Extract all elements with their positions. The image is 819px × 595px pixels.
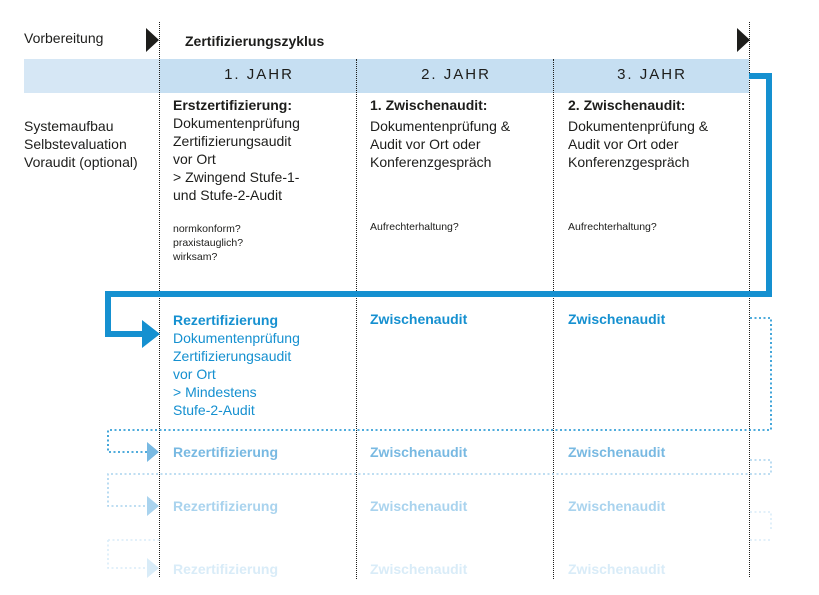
cell-line: Dokumentenprüfung & (370, 118, 511, 134)
recertification-cycle4: Rezertifizierung (173, 498, 279, 514)
cell-line: und Stufe-2-Audit (173, 187, 282, 203)
interim-audit-2-note: Aufrechterhaltung? (568, 221, 657, 233)
interim-audit-2-title: 2. Zwischenaudit: (568, 97, 686, 113)
cell-line: Zertifizierungsaudit (173, 348, 292, 364)
cell-line: Konferenzgespräch (370, 154, 492, 170)
interim-audit-cycle3-year2: Zwischenaudit (370, 444, 468, 460)
cell-line: Konferenzgespräch (568, 154, 690, 170)
interim-audit-cycle4-year3: Zwischenaudit (568, 498, 666, 514)
cell-line: > Mindestens (173, 384, 257, 400)
recertification-cycle5: Rezertifizierung (173, 561, 279, 577)
recertification-title: Rezertifizierung (173, 312, 279, 328)
interim-audit-cycle4-year2: Zwischenaudit (370, 498, 468, 514)
cell-line: > Zwingend Stufe-1- (173, 169, 300, 185)
note-line: normkonform? (173, 223, 241, 235)
loop-arrow-icon-2 (147, 442, 159, 462)
loop-arrow-icon-4 (147, 558, 159, 578)
cell-line: Audit vor Ort oder (370, 136, 481, 152)
year-3-header: 3. JAHR (617, 66, 687, 83)
cell-line: Dokumentenprüfung (173, 330, 300, 346)
cell-line: vor Ort (173, 366, 216, 382)
cell-line: Dokumentenprüfung (173, 115, 300, 131)
note-line: wirksam? (173, 251, 218, 263)
interim-audit-cycle2-year2: Zwischenaudit (370, 311, 468, 327)
loop-line-solid (108, 76, 769, 334)
prep-item: Voraudit (optional) (24, 154, 138, 170)
cell-line: Dokumentenprüfung & (568, 118, 709, 134)
prep-label: Vorbereitung (24, 30, 104, 46)
prep-item: Selbstevaluation (24, 136, 127, 152)
recertification-cell (173, 311, 300, 419)
recertification-cycle3: Rezertifizierung (173, 444, 279, 460)
loop-arrow-icon-3 (147, 496, 159, 516)
loop-arrow-icon (142, 320, 160, 348)
cycle-label: Zertifizierungszyklus (185, 33, 325, 49)
interim-audit-cycle3-year3: Zwischenaudit (568, 444, 666, 460)
interim-audit-cycle2-year3: Zwischenaudit (568, 311, 666, 327)
initial-certification-title: Erstzertifizierung: (173, 97, 293, 113)
note-line: praxistauglich? (173, 237, 244, 249)
interim-audit-1-title: 1. Zwischenaudit: (370, 97, 488, 113)
year-1-header: 1. JAHR (224, 66, 294, 83)
year-2-header: 2. JAHR (421, 66, 491, 83)
cell-line: Zertifizierungsaudit (173, 133, 292, 149)
cell-line: Audit vor Ort oder (568, 136, 679, 152)
interim-audit-cycle5-year3: Zwischenaudit (568, 561, 666, 577)
cell-line: Stufe-2-Audit (173, 402, 255, 418)
interim-audit-1-note: Aufrechterhaltung? (370, 221, 459, 233)
prep-item: Systemaufbau (24, 118, 114, 134)
cell-line: vor Ort (173, 151, 216, 167)
interim-audit-cycle5-year2: Zwischenaudit (370, 561, 468, 577)
